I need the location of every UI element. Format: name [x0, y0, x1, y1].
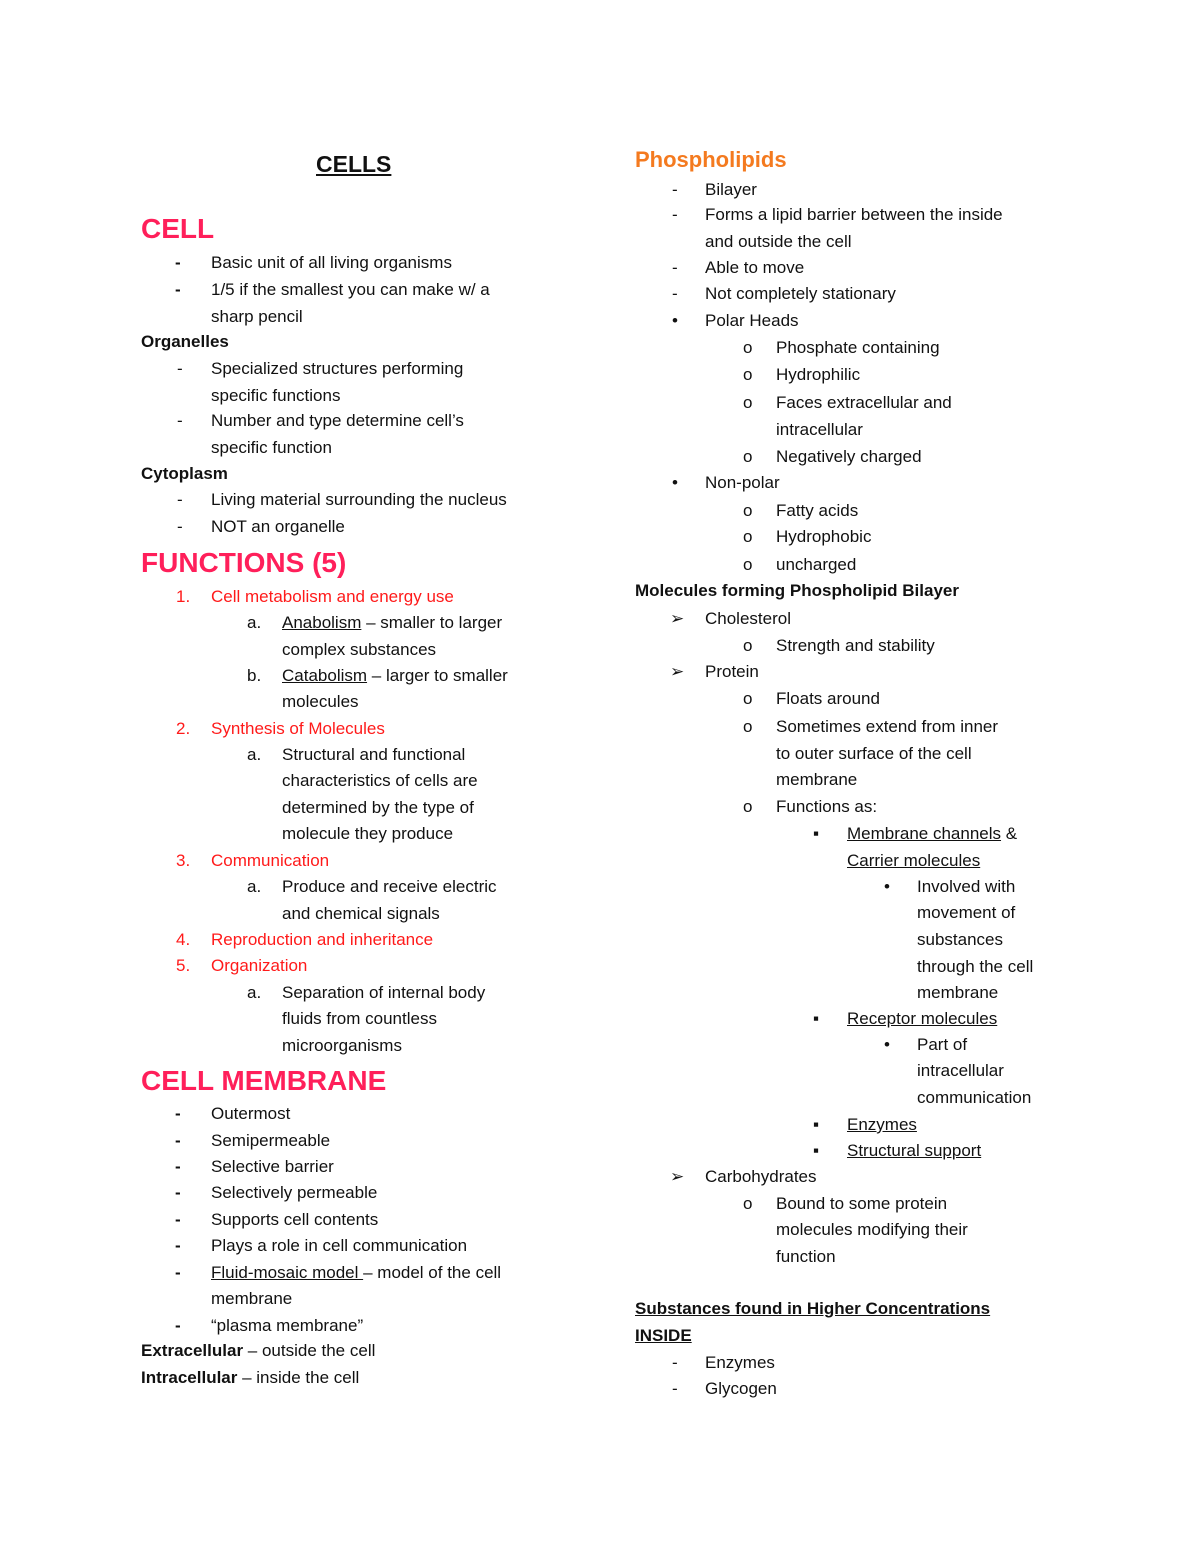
circle-marker: o	[743, 636, 753, 655]
circle-marker: o	[743, 501, 753, 520]
organelles-item: Number and type determine cell’s	[211, 411, 464, 430]
phospholipids-heading: Phospholipids	[635, 147, 787, 172]
phospholipid-item: Able to move	[705, 258, 805, 277]
function-number: 1.	[176, 587, 191, 606]
channels-detail: membrane	[917, 983, 999, 1002]
substances-heading-inside: INSIDE	[635, 1326, 692, 1345]
membrane-channels-item: Membrane channels &	[847, 824, 1018, 843]
dash-marker: -	[175, 1131, 181, 1150]
bullet-marker: •	[672, 473, 678, 492]
dash-marker: -	[672, 1379, 678, 1398]
phospholipid-item: Bilayer	[705, 180, 757, 199]
letter-marker: a.	[247, 745, 262, 764]
channels-detail: Involved with	[917, 877, 1016, 896]
protein-label: Protein	[705, 662, 759, 681]
function-subitem: Catabolism – larger to smaller	[282, 666, 508, 685]
enzymes-item: Enzymes	[847, 1115, 917, 1134]
functions-heading: FUNCTIONS (5)	[141, 547, 347, 578]
dash-marker: -	[672, 180, 678, 199]
membrane-item: membrane	[211, 1289, 293, 1308]
cholesterol-label: Cholesterol	[705, 609, 791, 628]
phospholipid-item: Forms a lipid barrier between the inside	[705, 205, 1003, 224]
square-marker: ▪	[813, 824, 820, 843]
cytoplasm-item: NOT an organelle	[211, 517, 345, 536]
function-subitem: fluids from countless	[282, 1009, 437, 1028]
function-subitem: complex substances	[282, 640, 437, 659]
circle-marker: o	[743, 338, 753, 357]
carbohydrates-label: Carbohydrates	[705, 1167, 817, 1186]
membrane-item: Plays a role in cell communication	[211, 1236, 468, 1255]
circle-marker: o	[743, 797, 753, 816]
dash-marker: -	[175, 280, 181, 299]
membrane-item: Semipermeable	[211, 1131, 331, 1150]
dash-marker: -	[177, 517, 183, 536]
polar-item: Hydrophilic	[776, 365, 861, 384]
function-subitem: Anabolism – smaller to larger	[282, 613, 503, 632]
cholesterol-item: Strength and stability	[776, 636, 935, 655]
non-polar-label: Non-polar	[705, 473, 780, 492]
dash-marker: -	[175, 1316, 181, 1335]
extracellular-definition: Extracellular – outside the cell	[141, 1341, 376, 1360]
function-subitem: microorganisms	[282, 1036, 402, 1055]
nonpolar-item: Fatty acids	[776, 501, 859, 520]
function-number: 5.	[176, 956, 191, 975]
circle-marker: o	[743, 1194, 753, 1213]
protein-item: Floats around	[776, 689, 880, 708]
carbohydrate-item: function	[776, 1247, 836, 1266]
function-number: 3.	[176, 851, 191, 870]
function-subitem: Produce and receive electric	[282, 877, 497, 896]
membrane-item: Outermost	[211, 1104, 291, 1123]
structural-support-item: Structural support	[847, 1141, 982, 1160]
circle-marker: o	[743, 447, 753, 466]
polar-item: Phosphate containing	[776, 338, 940, 357]
cytoplasm-heading: Cytoplasm	[141, 464, 228, 483]
arrow-marker: ➢	[670, 609, 685, 628]
letter-marker: a.	[247, 983, 262, 1002]
organelles-item: Specialized structures performing	[211, 359, 464, 378]
bullet-marker: •	[884, 877, 890, 896]
circle-marker: o	[743, 717, 753, 736]
circle-marker: o	[743, 527, 753, 546]
membrane-item: “plasma membrane”	[211, 1316, 364, 1335]
dash-marker: -	[672, 205, 678, 224]
carrier-molecules-item: Carrier molecules	[847, 851, 981, 870]
phospholipid-item: and outside the cell	[705, 232, 852, 251]
cell-item: 1/5 if the smallest you can make w/ a	[211, 280, 490, 299]
nonpolar-item: uncharged	[776, 555, 857, 574]
substance-item: Glycogen	[705, 1379, 777, 1398]
membrane-item: Selectively permeable	[211, 1183, 378, 1202]
square-marker: ▪	[813, 1141, 820, 1160]
molecules-heading: Molecules forming Phospholipid Bilayer	[635, 581, 959, 600]
nonpolar-item: Hydrophobic	[776, 527, 872, 546]
dash-marker: -	[672, 1353, 678, 1372]
polar-heads-label: Polar Heads	[705, 311, 799, 330]
membrane-item: Fluid-mosaic model – model of the cell	[211, 1263, 502, 1282]
arrow-marker: ➢	[670, 1167, 685, 1186]
cell-item: Basic unit of all living organisms	[211, 253, 452, 272]
dash-marker: -	[175, 1183, 181, 1202]
square-marker: ▪	[813, 1009, 820, 1028]
circle-marker: o	[743, 555, 753, 574]
dash-marker: -	[175, 1210, 181, 1229]
protein-item: to outer surface of the cell	[776, 744, 972, 763]
letter-marker: a.	[247, 613, 262, 632]
function-subitem: characteristics of cells are	[282, 771, 478, 790]
dash-marker: -	[175, 1157, 181, 1176]
circle-marker: o	[743, 393, 753, 412]
cytoplasm-item: Living material surrounding the nucleus	[211, 490, 507, 509]
circle-marker: o	[743, 689, 753, 708]
bullet-marker: •	[672, 311, 678, 330]
receptor-detail: communication	[917, 1088, 1032, 1107]
cell-membrane-heading: CELL MEMBRANE	[141, 1065, 387, 1096]
function-number: 2.	[176, 719, 191, 738]
organelles-item: specific functions	[211, 386, 341, 405]
polar-item: Faces extracellular and	[776, 393, 952, 412]
function-label: Organization	[211, 956, 308, 975]
membrane-item: Supports cell contents	[211, 1210, 379, 1229]
receptor-detail: Part of	[917, 1035, 968, 1054]
protein-item: Functions as:	[776, 797, 878, 816]
polar-item: intracellular	[776, 420, 863, 439]
function-subitem: Structural and functional	[282, 745, 466, 764]
function-subitem: determined by the type of	[282, 798, 474, 817]
letter-marker: b.	[247, 666, 262, 685]
carbohydrate-item: molecules modifying their	[776, 1220, 968, 1239]
channels-detail: substances	[917, 930, 1003, 949]
arrow-marker: ➢	[670, 662, 685, 681]
carbohydrate-item: Bound to some protein	[776, 1194, 948, 1213]
dash-marker: -	[672, 284, 678, 303]
dash-marker: -	[175, 1263, 181, 1282]
function-label: Reproduction and inheritance	[211, 930, 434, 949]
function-label: Cell metabolism and energy use	[211, 587, 454, 606]
function-subitem: molecule they produce	[282, 824, 454, 843]
cell-heading: CELL	[141, 213, 215, 244]
function-subitem: molecules	[282, 692, 359, 711]
dash-marker: -	[175, 1104, 181, 1123]
dash-marker: -	[177, 359, 183, 378]
square-marker: ▪	[813, 1115, 820, 1134]
membrane-item: Selective barrier	[211, 1157, 334, 1176]
intracellular-definition: Intracellular – inside the cell	[141, 1368, 360, 1387]
organelles-item: specific function	[211, 438, 332, 457]
dash-marker: -	[175, 1236, 181, 1255]
phospholipid-item: Not completely stationary	[705, 284, 896, 303]
function-label: Communication	[211, 851, 330, 870]
substance-item: Enzymes	[705, 1353, 775, 1372]
dash-marker: -	[672, 258, 678, 277]
function-number: 4.	[176, 930, 191, 949]
substances-heading: Substances found in Higher Concentrations	[635, 1299, 991, 1318]
dash-marker: -	[175, 253, 181, 272]
polar-item: Negatively charged	[776, 447, 922, 466]
function-subitem: and chemical signals	[282, 904, 440, 923]
protein-item: membrane	[776, 770, 858, 789]
function-label: Synthesis of Molecules	[211, 719, 385, 738]
receptor-molecules-item: Receptor molecules	[847, 1009, 998, 1028]
dash-marker: -	[177, 411, 183, 430]
circle-marker: o	[743, 365, 753, 384]
bullet-marker: •	[884, 1035, 890, 1054]
receptor-detail: intracellular	[917, 1061, 1004, 1080]
function-subitem: Separation of internal body	[282, 983, 486, 1002]
channels-detail: movement of	[917, 903, 1016, 922]
page-title: CELLS	[316, 151, 392, 177]
dash-marker: -	[177, 490, 183, 509]
organelles-heading: Organelles	[141, 332, 229, 351]
letter-marker: a.	[247, 877, 262, 896]
channels-detail: through the cell	[917, 957, 1034, 976]
protein-item: Sometimes extend from inner	[776, 717, 999, 736]
cell-item: sharp pencil	[211, 307, 303, 326]
